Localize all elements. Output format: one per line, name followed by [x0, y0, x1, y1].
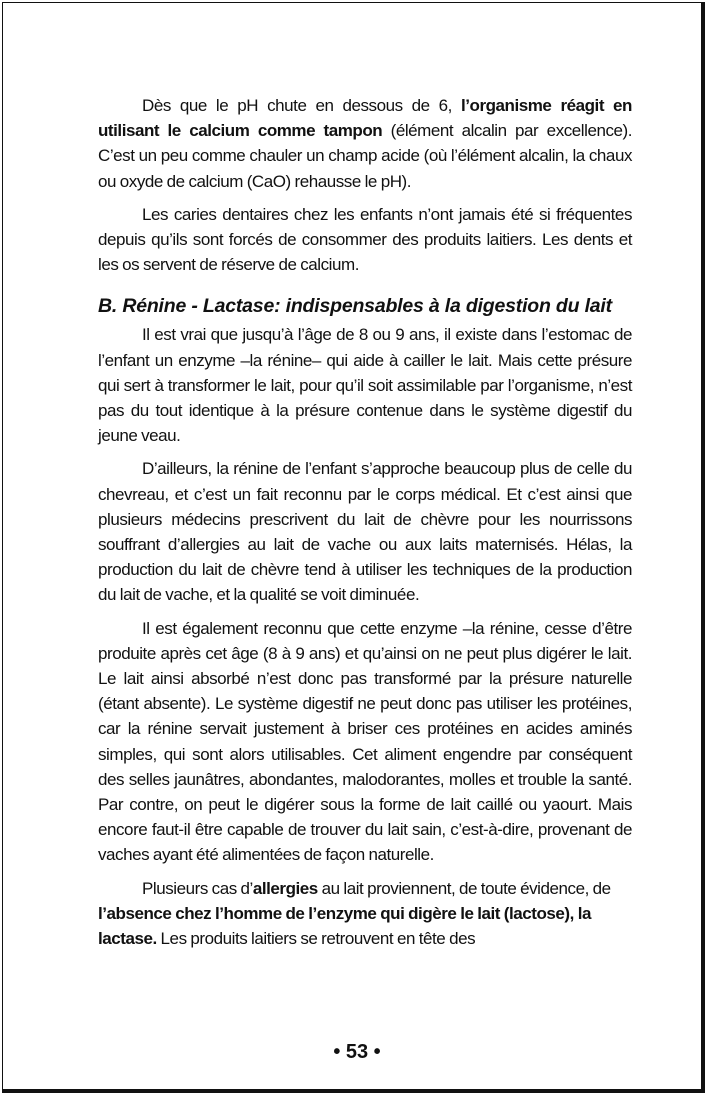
page-content [98, 93, 632, 959]
bold-text-run: l’organisme réagit en utilisant le calcium comme tampon [98, 96, 632, 141]
text-run: Les caries dentaires chez les enfants n’ont jamais été si fréquentes depuis qu’ils sont forcés de consommer des produits laitiers. Les dents et les os servent de réserve de calcium. [98, 204, 632, 275]
section-heading: B. Rénine - Lactase: indispensables à la digestion du lait [98, 295, 612, 318]
paragraph-renine-intro [98, 322, 632, 448]
page-number: • 53 • [333, 1041, 381, 1063]
text-run: Il est vrai que jusqu’à l’âge de 8 ou 9 ans, il existe dans l’estomac de l’enfant un enzyme –la rénine– qui aide à cailler le lait. Mais cette présure qui sert à transformer le lait, pour qu’il soit assimilable par l’organisme, n’est pas du tout identique à la présure contenue dans le système digestif du jeune veau. [98, 325, 632, 446]
paragraph-lactase-allergies [98, 876, 632, 952]
bold-text-run: allergies [252, 878, 318, 898]
bold-text-run: l’absence chez l’homme de l’enzyme qui digère le lait (lactose), la lactase. [98, 903, 591, 949]
text-run: Les produits laitiers se retrouvent en tête des [156, 929, 476, 949]
text-run: (élément alcalin par excellence). C’est un peu comme chauler un champ acide (où l’élément alcalin, la chaux ou oxyde de calcium (CaO) rehausse le pH). [98, 121, 632, 191]
text-run: au lait proviennent, de toute évidence, de [317, 878, 611, 898]
text-run: Dès que le pH chute en dessous de 6, [142, 96, 461, 115]
text-run: Il est également reconnu que cette enzyme –la rénine, cesse d’être produite après cet âge (8 à 9 ans) et qu’ainsi on ne peut plus digérer le lait. Le lait ainsi absorbé n’est donc pas transformé par la présure naturelle (étant absente). Le système digestif ne peut donc pas utiliser les protéines, car la rénine servait justement à briser ces protéines en acides aminés simples, qui sont alors utilisables. Cet aliment engendre par conséquent des selles jaunâtres, abondantes, malodorantes, molles et trouble la santé. Par contre, on peut le digérer sous la forme de lait caillé ou yaourt. Mais encore faut-il être capable de trouver du lait sain, c’est-à-dire, provenant de vaches ayant été alimentées de façon naturelle. [98, 618, 632, 865]
text-run: D’ailleurs, la rénine de l’enfant s’approche beaucoup plus de celle du chevreau, et c’est un fait reconnu par le corps médical. Et c’est ainsi que plusieurs médecins prescrivent du lait de chèvre pour les nourrissons souffrant d’allergies au lait de vache ou aux laits maternisés. Hélas, la production du lait de chèvre tend à utiliser les techniques de la production du lait de vache, et la qualité se voit diminuée. [98, 459, 632, 605]
text-run: Plusieurs cas d’ [142, 878, 253, 898]
paragraph-renine-cessation [98, 616, 632, 868]
paragraph-dental-caries [98, 202, 632, 278]
paragraph-goat-milk [98, 456, 632, 607]
paragraph-ph-calcium [98, 93, 632, 194]
